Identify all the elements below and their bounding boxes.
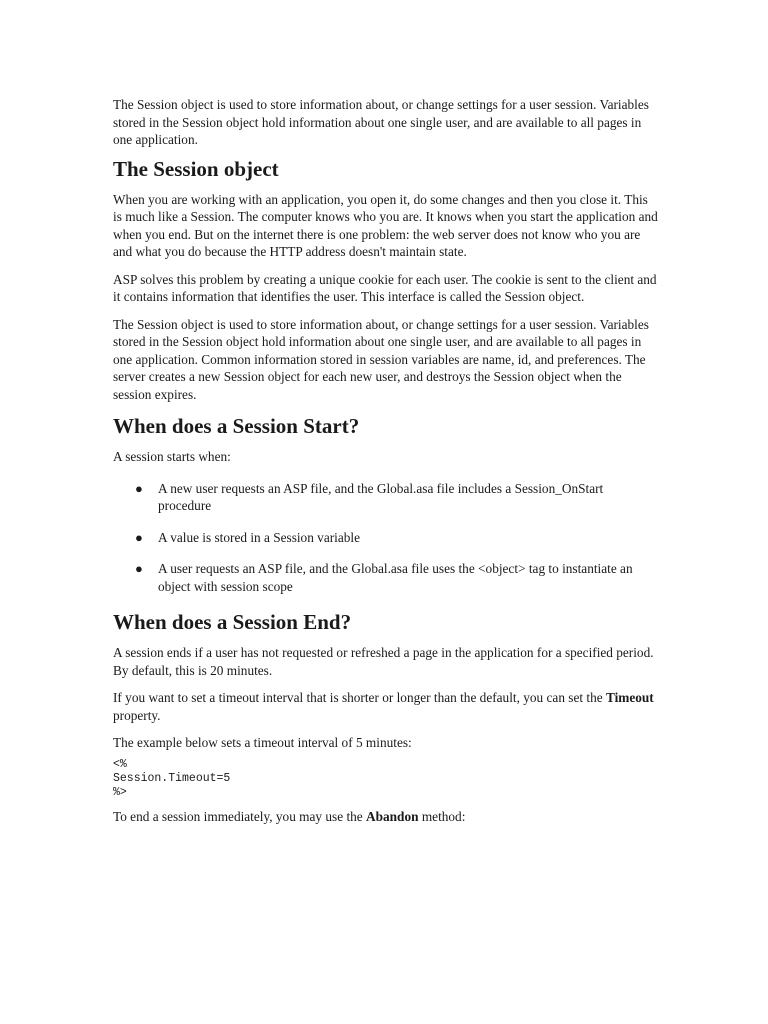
list-item	[113, 560, 658, 595]
bullet-icon: ●	[135, 529, 143, 545]
heading-session-start: When does a Session Start?	[113, 414, 360, 438]
list-item	[113, 480, 658, 515]
session-paragraph-1: When you are working with an application, you open it, do some changes and then you close it. This is much like a Session. The computer knows who you are. It knows when you start the application and when you end. But on the internet there is one problem: the web server does not know who you are and what you do because the HTTP address doesn't maintain state.	[113, 191, 658, 259]
text-run: property.	[113, 707, 161, 723]
list-item-text: A value is stored in a Session variable	[158, 529, 360, 545]
text-run: If you want to set a timeout interval that is shorter or longer than the default, you can set the	[113, 690, 606, 705]
bullet-icon: ●	[135, 480, 143, 496]
text-run: To end a session immediately, you may use the	[113, 808, 367, 824]
session-paragraph-2: ASP solves this problem by creating a unique cookie for each user. The cookie is sent to the client and it contains information that identifies the user. This interface is called the Session object.	[113, 271, 657, 304]
session-end-paragraph-3: The example below sets a timeout interval of 5 minutes:	[113, 735, 412, 750]
code-example: <% Session.Timeout=5 %>	[113, 757, 231, 799]
timeout-keyword: Timeout	[605, 690, 654, 705]
session-start-lead: A session starts when:	[113, 449, 231, 464]
bullet-icon: ●	[135, 561, 143, 576]
abandon-keyword: Abandon	[366, 808, 419, 824]
heading-session-end: When does a Session End?	[113, 610, 352, 634]
session-end-paragraph-1: A session ends if a user has not requested or refreshed a page in the application for a specified period. By default, this is 20 minutes.	[113, 645, 654, 678]
session-start-list	[113, 480, 658, 596]
text-run: method:	[418, 808, 466, 824]
list-item-text: A new user requests an ASP file, and the Global.asa file includes a Session_OnStart procedure	[158, 480, 604, 513]
heading-session-object: The Session object	[113, 156, 279, 181]
document-content	[113, 96, 658, 835]
session-end-paragraph-2	[113, 689, 658, 724]
intro-paragraph: The Session object is used to store information about, or change settings for a user session. Variables stored in the Session object hold information about one single user, and are available to all pages in one application.	[113, 97, 649, 147]
session-end-paragraph-4	[113, 808, 658, 826]
session-paragraph-3: The Session object is used to store information about, or change settings for a user session. Variables stored in the Session object hold information about one single user, and are available to all pages in one application. Common information stored in session variables are name, id, and preferences. The server creates a new Session object for each new user, and destroys the Session object when the session expires.	[113, 316, 649, 402]
list-item	[113, 529, 658, 547]
list-item-text: A user requests an ASP file, and the Global.asa file uses the <object> tag to instantiate an object with session scope	[158, 561, 633, 594]
